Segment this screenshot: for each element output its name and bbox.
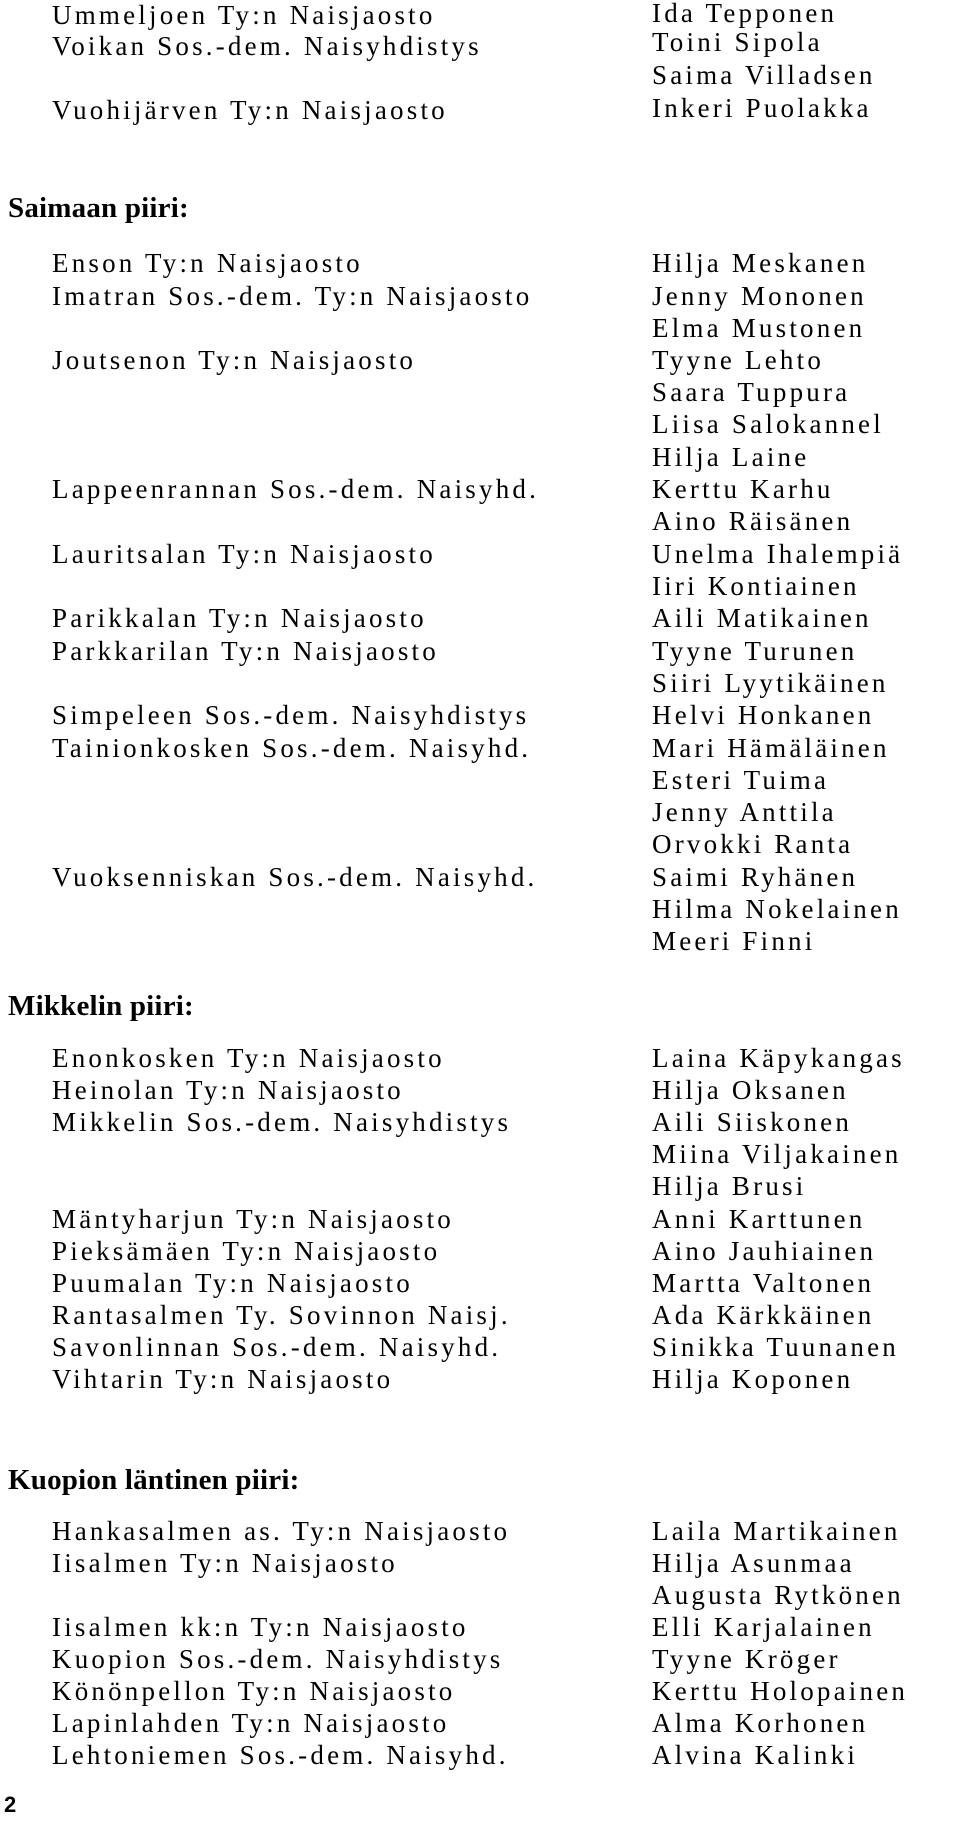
member-name: Kerttu Karhu (652, 474, 834, 504)
member-name: Jenny Mononen (652, 281, 867, 311)
member-name: Augusta Rytkönen (652, 1580, 904, 1610)
member-name: Elma Mustonen (652, 313, 866, 343)
organization: Hankasalmen as. Ty:n Naisjaosto (52, 1516, 511, 1546)
member-name: Hilja Laine (652, 442, 810, 472)
member-name: Tyyne Lehto (652, 345, 825, 375)
organization: Parikkalan Ty:n Naisjaosto (52, 603, 427, 633)
organization: Iisalmen Ty:n Naisjaosto (52, 1548, 398, 1578)
organization: Lapinlahden Ty:n Naisjaosto (52, 1708, 450, 1738)
organization: Imatran Sos.-dem. Ty:n Naisjaosto (52, 281, 533, 311)
organization: Kuopion Sos.-dem. Naisyhdistys (52, 1644, 504, 1674)
member-name: Hilja Koponen (652, 1364, 854, 1394)
organization: Puumalan Ty:n Naisjaosto (52, 1268, 413, 1298)
organization: Vihtarin Ty:n Naisjaosto (52, 1364, 394, 1394)
member-name: Martta Valtonen (652, 1268, 875, 1298)
organization: Heinolan Ty:n Naisjaosto (52, 1075, 404, 1105)
organization: Vuoksenniskan Sos.-dem. Naisyhd. (52, 862, 538, 892)
member-name: Hilja Meskanen (652, 248, 869, 278)
member-name: Esteri Tuima (652, 765, 830, 795)
organization: Savonlinnan Sos.-dem. Naisyhd. (52, 1332, 502, 1362)
organization: Enonkosken Ty:n Naisjaosto (52, 1043, 445, 1073)
organization: Lauritsalan Ty:n Naisjaosto (52, 539, 436, 569)
member-name: Tyyne Turunen (652, 636, 858, 666)
page-number: 2 (4, 1792, 17, 1817)
section-heading: Saimaan piiri: (8, 192, 189, 224)
member-name: Hilja Asunmaa (652, 1548, 855, 1578)
member-name: Alvina Kalinki (652, 1740, 859, 1770)
member-name: Miina Viljakainen (652, 1139, 902, 1169)
organization: Vuohijärven Ty:n Naisjaosto (52, 95, 448, 125)
member-name: Meeri Finni (652, 926, 816, 956)
organization: Pieksämäen Ty:n Naisjaosto (52, 1236, 441, 1266)
member-name: Unelma Ihalempiä (652, 539, 904, 569)
organization: Iisalmen kk:n Ty:n Naisjaosto (52, 1612, 469, 1642)
section-heading: Kuopion läntinen piiri: (8, 1464, 300, 1496)
member-name: Kerttu Holopainen (652, 1676, 909, 1706)
member-name: Anni Karttunen (652, 1204, 866, 1234)
member-name: Laina Käpykangas (652, 1043, 905, 1073)
member-name: Hilja Brusi (652, 1171, 807, 1201)
member-name: Elli Karjalainen (652, 1612, 875, 1642)
member-name: Aili Matikainen (652, 603, 872, 633)
member-name: Sinikka Tuunanen (652, 1332, 899, 1362)
organization: Tainionkosken Sos.-dem. Naisyhd. (52, 733, 532, 763)
organization: Joutsenon Ty:n Naisjaosto (52, 345, 417, 375)
member-name: Saara Tuppura (652, 377, 851, 407)
organization: Enson Ty:n Naisjaosto (52, 248, 363, 278)
organization: Voikan Sos.-dem. Naisyhdistys (52, 31, 482, 61)
member-name: Hilma Nokelainen (652, 894, 902, 924)
organization: Mäntyharjun Ty:n Naisjaosto (52, 1204, 454, 1234)
member-name: Tyyne Kröger (652, 1644, 841, 1674)
member-name: Aino Räisänen (652, 506, 854, 536)
member-name: Ada Kärkkäinen (652, 1300, 875, 1330)
member-name: Hilja Oksanen (652, 1075, 849, 1105)
member-name: Alma Korhonen (652, 1708, 869, 1738)
member-name: Aili Siiskonen (652, 1107, 853, 1137)
section-heading: Mikkelin piiri: (8, 990, 194, 1022)
member-name: Siiri Lyytikäinen (652, 668, 889, 698)
organization: Lappeenrannan Sos.-dem. Naisyhd. (52, 474, 540, 504)
organization: Ummeljoen Ty:n Naisjaosto (52, 0, 436, 30)
member-name: Toini Sipola (652, 27, 823, 57)
member-name: Inkeri Puolakka (652, 93, 872, 123)
member-name: Aino Jauhiainen (652, 1236, 877, 1266)
member-name: Orvokki Ranta (652, 829, 854, 859)
member-name: Liisa Salokannel (652, 409, 884, 439)
member-name: Ida Tepponen (652, 0, 838, 28)
member-name: Laila Martikainen (652, 1516, 901, 1546)
organization: Rantasalmen Ty. Sovinnon Naisj. (52, 1300, 511, 1330)
member-name: Mari Hämäläinen (652, 733, 890, 763)
organization: Parkkarilan Ty:n Naisjaosto (52, 636, 439, 666)
organization: Simpeleen Sos.-dem. Naisyhdistys (52, 700, 530, 730)
organization: Könönpellon Ty:n Naisjaosto (52, 1676, 456, 1706)
member-name: Saimi Ryhänen (652, 862, 859, 892)
member-name: Helvi Honkanen (652, 700, 875, 730)
member-name: Saima Villadsen (652, 60, 876, 90)
organization: Mikkelin Sos.-dem. Naisyhdistys (52, 1107, 512, 1137)
member-name: Jenny Anttila (652, 797, 837, 827)
member-name: Iiri Kontiainen (652, 571, 860, 601)
organization: Lehtoniemen Sos.-dem. Naisyhd. (52, 1740, 509, 1770)
